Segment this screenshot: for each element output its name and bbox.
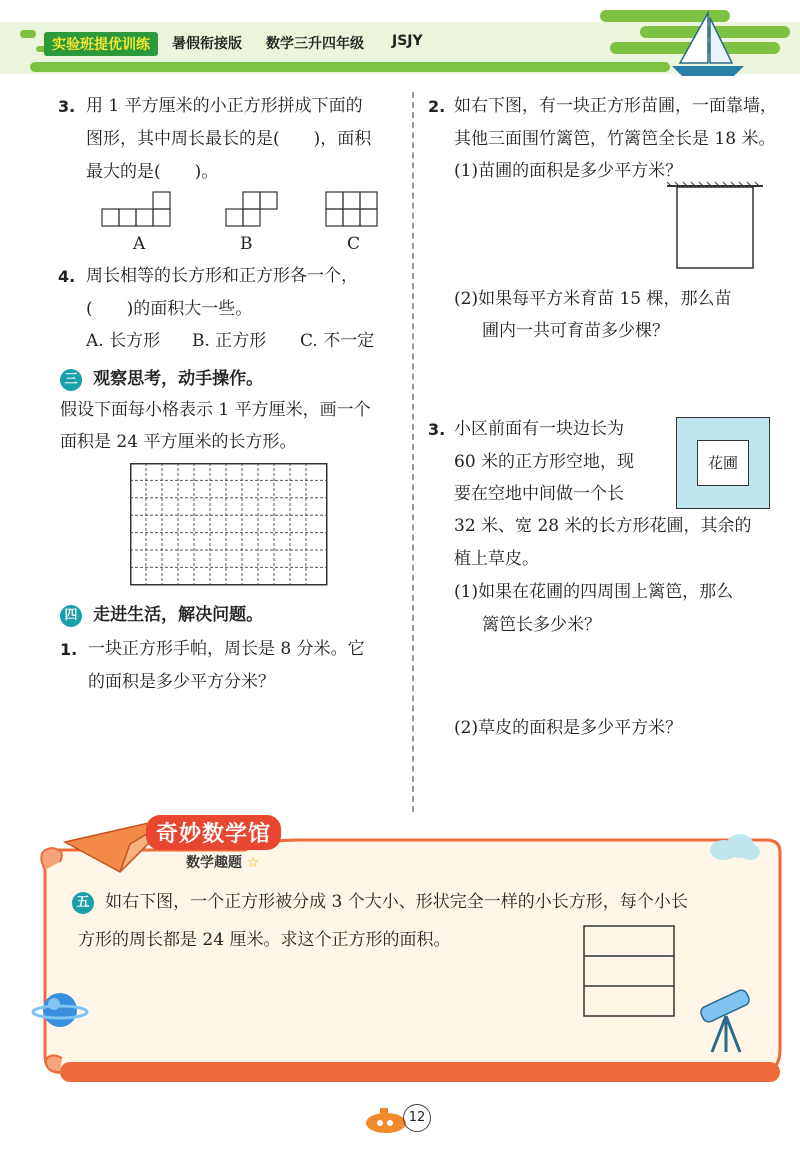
garden-bed [697,440,749,486]
header [0,0,800,80]
p2-number: 2. [428,97,446,116]
figure-b [226,192,277,226]
p3-sub1-line2: 篱笆长多少米？ [482,615,601,635]
q3-number: 3. [58,97,76,116]
section3-line1: 假设下面每小格表示 1 平方厘米，画一个 [60,400,371,420]
garden-label: 花圃 [707,454,738,472]
q4-line2: ( )的面积大一些。 [86,299,253,319]
p3-sub1-line1: (1)如果在花圃的四周围上篱笆，那么 [454,582,734,602]
garden-diagram [676,417,770,509]
header-subject: 数学三升四年级 [266,36,364,52]
figure-c [326,192,377,226]
p1-number: 1. [60,640,78,659]
section4-title: 走进生活，解决问题。 [93,605,264,625]
p3-line2: 60 米的正方形空地，现 [454,452,635,472]
fun-text-line2: 方形的周长都是 24 厘米。求这个正方形的面积。 [78,930,451,950]
p3-sub2: (2)草皮的面积是多少平方米？ [454,718,683,738]
section5-badge: 五 [72,892,94,914]
p1-line1: 一块正方形手帕，周长是 8 分米。它 [88,639,365,659]
banner-title: 奇妙数学馆 [146,815,281,850]
q3-line2: 图形，其中周长最长的是( )，面积 [86,129,372,149]
column-divider [412,92,414,812]
q4-option-b: B. 正方形 [192,331,267,351]
star-icon: ☆ [246,855,260,871]
header-badge: 实验班提优训练 [44,32,158,56]
sailboat-icon [668,8,748,78]
q3-line3: 最大的是( )。 [86,162,219,182]
cloud-icon [704,832,764,862]
q4-line1: 周长相等的长方形和正方形各一个， [86,266,358,286]
section4-heading [60,600,263,627]
page-number: 12 [403,1104,431,1132]
p2-line1: 如右下图，有一块正方形苗圃，一面靠墙， [454,96,777,116]
section3-badge: 三 [60,369,82,391]
p3-line4: 32 米、宽 28 米的长方形花圃，其余的 [454,516,752,536]
figure-b-label: B [240,234,253,254]
drawing-grid[interactable] [130,463,330,587]
banner-subtitle [186,852,259,872]
section3-line2: 面积是 24 平方厘米的长方形。 [60,432,297,452]
figure-c-label: C [347,234,361,254]
divided-square-diagram [583,925,678,1020]
p1-line2: 的面积是多少平方分米？ [88,672,275,692]
p2-sub2-line1: (2)如果每平方米育苗 15 棵，那么苗 [454,289,732,309]
p3-line3: 要在空地中间做一个长 [454,484,624,504]
planet-icon [30,980,90,1040]
figure-a-label: A [133,234,146,254]
p2-sub1: (1)苗圃的面积是多少平方米？ [454,161,683,181]
telescope-icon [690,978,770,1058]
figure-a [102,192,170,226]
section3-title: 观察思考，动手操作。 [93,369,264,389]
section3-heading [60,364,263,391]
section4-badge: 四 [60,605,82,627]
p3-line5: 植上草皮。 [454,549,539,569]
banner-subtitle-text: 数学趣题 [186,855,242,871]
q4-option-a: A. 长方形 [86,331,161,351]
header-edition: 暑假衔接版 [172,36,242,52]
q3-figures [90,185,410,235]
p2-line2: 其他三面围竹篱笆，竹篱笆全长是 18 米。 [454,129,776,149]
p2-sub2-line2: 圃内一共可育苗多少棵？ [482,321,669,341]
header-publisher: JSJY [392,33,423,49]
q4-option-c: C. 不一定 [300,331,375,351]
q4-number: 4. [58,267,76,286]
p3-line1: 小区前面有一块边长为 [454,419,624,439]
q3-line1: 用 1 平方厘米的小正方形拼成下面的 [86,96,363,116]
fun-text-line1: 如右下图，一个正方形被分成 3 个大小、形状完全一样的小长方形，每个小长 [105,892,688,912]
fun-line1 [72,888,688,916]
nursery-diagram [665,182,765,272]
p3-number: 3. [428,420,446,439]
